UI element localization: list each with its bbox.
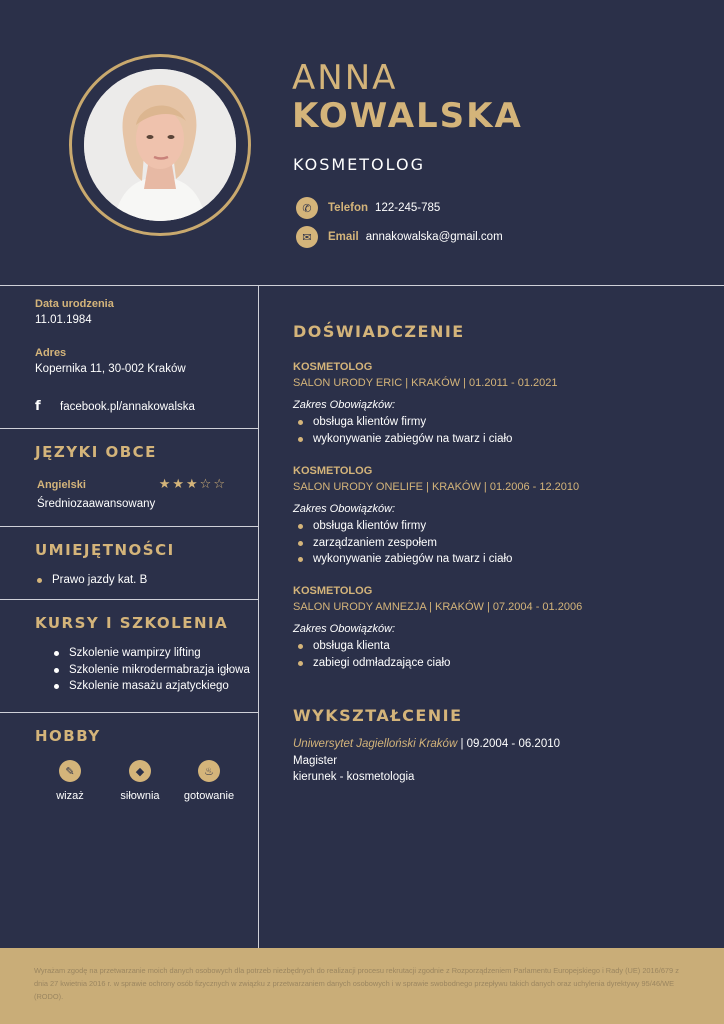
job-company: SALON URODY AMNEZJA | KRAKÓW | 07.2004 - 01.2006 — [293, 601, 583, 613]
list-item: obsługa klientów firmy — [296, 414, 512, 431]
makeup-icon: ✎ — [59, 760, 81, 782]
hobby-item — [169, 760, 249, 802]
first-name: ANNA — [292, 58, 398, 98]
phone-label: Telefon — [328, 202, 369, 214]
job-role: KOSMETOLOG — [293, 465, 373, 477]
profile-photo — [84, 69, 236, 221]
contact-email — [296, 226, 503, 248]
list-item: obsługa klienta — [296, 638, 450, 655]
duties-list — [296, 414, 512, 447]
job-role: KOSMETOLOG — [293, 585, 373, 597]
profile-photo-ring — [69, 54, 251, 236]
list-item: Szkolenie wampirzy lifting — [52, 645, 250, 662]
job-company: SALON URODY ONELIFE | KRAKÓW | 01.2006 - 12.2010 — [293, 481, 580, 493]
gdpr-consent: Wyrażam zgodę na przetwarzanie moich danych osobowych dla potrzeb niezbędnych do realizacji procesu rekrutacji zgodnie z Rozporządzeniem Parlamentu Europejskiego i Rady (UE) 2016/679 z dnia 27 kwietnia 2016 r. w sprawie ochrony osób fizycznych w związku z przetwarzaniem danych osobowych i w sprawie swobodnego przepływu takich danych oraz uchylenia dyrektywy 95/46/WE (RODO). — [34, 966, 679, 1001]
education-dates: | 09.2004 - 06.2010 — [460, 738, 561, 750]
address-label: Adres — [35, 347, 67, 359]
list-item: Prawo jazdy kat. B — [35, 572, 147, 589]
language-level: Średniozaawansowany — [37, 498, 156, 510]
birth-value: 11.01.1984 — [35, 314, 92, 326]
divider — [0, 712, 258, 713]
hobby-label: gotowanie — [183, 790, 235, 802]
duties-list — [296, 518, 512, 568]
experience-heading: DOŚWIADCZENIE — [293, 322, 465, 341]
hobby-item — [100, 760, 180, 802]
divider — [0, 599, 258, 600]
language-rating-stars: ★★★☆☆ — [158, 477, 227, 492]
divider — [0, 428, 258, 429]
language-item — [37, 477, 227, 492]
list-item: Szkolenie mikrodermabrazja igłowa — [52, 662, 250, 679]
duties-list — [296, 638, 450, 671]
hobby-item — [30, 760, 110, 802]
list-item: obsługa klientów firmy — [296, 518, 512, 535]
list-item: zarządzaniem zespołem — [296, 535, 512, 552]
job-title: KOSMETOLOG — [293, 155, 425, 174]
column-divider — [258, 286, 259, 948]
facebook-icon: f — [35, 399, 41, 414]
hobby-label: siłownia — [120, 790, 160, 802]
job-role: KOSMETOLOG — [293, 361, 373, 373]
degree: Magister — [293, 755, 338, 767]
footer — [0, 948, 724, 1024]
skills-list — [35, 572, 147, 589]
hobby-label: wizaż — [56, 790, 84, 802]
last-name: KOWALSKA — [292, 96, 523, 136]
field-of-study: kierunek - kosmetologia — [293, 771, 415, 783]
facebook-link[interactable]: facebook.pl/annakowalska — [60, 400, 195, 413]
email-label: Email — [328, 231, 359, 243]
chef-hat-icon: ♨ — [198, 760, 220, 782]
education-heading: WYKSZTAŁCENIE — [293, 706, 463, 725]
job-company: SALON URODY ERIC | KRAKÓW | 01.2011 - 01.2021 — [293, 377, 558, 389]
portrait-illustration — [84, 69, 236, 221]
header-divider — [0, 285, 724, 286]
education-row — [293, 738, 560, 750]
duties-label: Zakres Obowiązków: — [293, 399, 396, 411]
languages-heading: JĘZYKI OBCE — [35, 443, 157, 461]
courses-list — [52, 645, 250, 695]
skills-heading: UMIEJĘTNOŚCI — [35, 541, 175, 559]
email-value[interactable]: annakowalska@gmail.com — [365, 231, 503, 243]
duties-label: Zakres Obowiązków: — [293, 623, 396, 635]
language-name: Angielski — [37, 478, 86, 491]
list-item: zabiegi odmładzające ciało — [296, 655, 450, 672]
mail-icon: ✉ — [296, 226, 318, 248]
address-value: Kopernika 11, 30-002 Kraków — [35, 363, 186, 375]
facebook-row — [35, 399, 195, 414]
divider — [0, 526, 258, 527]
list-item: wykonywanie zabiegów na twarz i ciało — [296, 431, 512, 448]
dumbbell-icon: ◆ — [129, 760, 151, 782]
phone-value[interactable]: 122-245-785 — [375, 202, 441, 214]
birth-label: Data urodzenia — [35, 298, 114, 310]
contact-phone — [296, 197, 440, 219]
university-name: Uniwersytet Jagielloński Kraków — [293, 738, 458, 750]
hobby-heading: HOBBY — [35, 727, 101, 745]
list-item: Szkolenie masażu azjatyckiego — [52, 678, 250, 695]
phone-icon: ✆ — [296, 197, 318, 219]
list-item: wykonywanie zabiegów na twarz i ciało — [296, 551, 512, 568]
duties-label: Zakres Obowiązków: — [293, 503, 396, 515]
courses-heading: KURSY I SZKOLENIA — [35, 614, 229, 632]
